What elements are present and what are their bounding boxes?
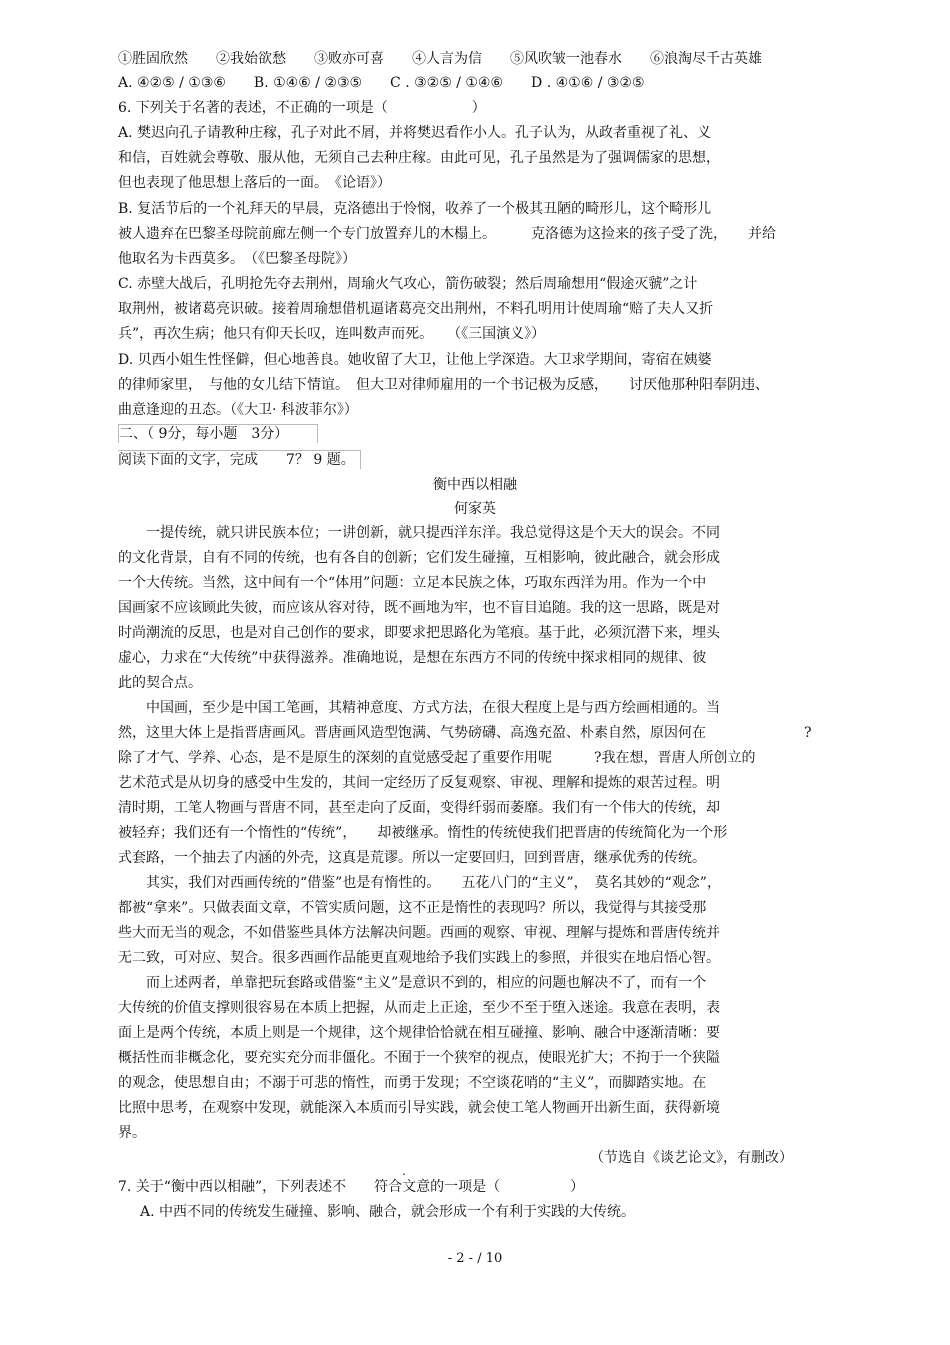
article-line: 中国画，至少是中国工笔画，其精神意度、方式方法，在很大程度上是与西方绘画相通的。当	[118, 700, 720, 716]
article-source: （节选自《谈艺论文》，有删改）	[590, 1150, 793, 1166]
q6-option-d-line-3: 曲意逢迎的丑态。（《大卫· 科波菲尔》）	[118, 402, 358, 418]
article-line: 式套路，一个抽去了内涵的外壳，这真是荒谬。所以一定要回归，回到晋唐，继承优秀的传统。	[118, 850, 706, 866]
q6-stem: 6. 下列关于名著的表述，不正确的一项是（ ）	[118, 100, 486, 116]
q5-options-line: ①胜固欣然 ②我始欲愁 ③败亦可喜 ④人言为信 ⑤风吹皱一池春水 ⑥浪淘尽千古英雄	[118, 51, 762, 67]
article-line: 清时期，工笔人物画与晋唐不同，甚至走向了反面，变得纤弱而萎靡。我们有一个伟大的传统，却	[118, 800, 720, 816]
article-line: 都被“拿来”。只做表面文章，不管实质问题，这不正是惰性的表现吗？所以，我觉得与其接受那	[118, 900, 707, 916]
article-line: 一个大传统。当然，这中间有一个“体用”问题：立足本民族之体，巧取东西洋为用。作为一个中	[118, 575, 707, 591]
article-line: 一提传统，就只讲民族本位；一讲创新，就只提西洋东洋。我总觉得这是个天大的误会。不同	[118, 525, 720, 541]
article-line: 而上述两者，单靠把玩套路或借鉴“主义”是意识不到的，相应的问题也解决不了，而有一个	[118, 975, 707, 991]
article-line: 此的契合点。	[118, 675, 202, 691]
article-line: 比照中思考，在观察中发现，就能深入本质而引导实践，就会使工笔人物画开出新生面，获得新境	[118, 1100, 720, 1116]
article-line: 的观念，使思想自由；不溺于可悲的惰性，而勇于发现；不空谈花哨的“主义”，而脚踏实地。在	[118, 1075, 707, 1091]
q5-answers-line: A. ④②⑤ / ①③⑥ B. ①④⑥ / ②③⑤ C . ③②⑤ / ①④⑥ D . ④①⑥ / ③②⑤	[118, 75, 645, 91]
q7-stem: 7. 关于“衡中西以相融”，下列表述不 符合文意的一项是（ ）	[118, 1179, 585, 1195]
article-line: 然，这里大体上是指晋唐画风。晋唐画风造型饱满、气势磅礴、高逸充盈、朴素自然，原因何在 ?	[118, 725, 812, 741]
q6-option-c-line-3: 兵”，再次生病；他只有仰天长叹，连叫数声而死。 （《三国演义》）	[118, 326, 546, 342]
page-number: - 2 - / 10	[447, 1251, 503, 1266]
article-line: 界。	[118, 1125, 146, 1141]
q6-option-b-line-1: B. 复活节后的一个礼拜天的早晨，克洛德出于怜悯，收养了一个极其丑陋的畸形儿，这个畸形儿	[118, 201, 712, 217]
article-line: 概括性而非概念化，要充实充分而非僵化。不囿于一个狭窄的视点，使眼光扩大；不拘于一个狭隘	[118, 1050, 720, 1066]
article-line: 被轻弃；我们还有一个惰性的“传统”， 却被继承。惰性的传统使我们把晋唐的传统简化为一个形	[118, 825, 728, 841]
article-title: 衡中西以相融	[433, 477, 517, 493]
q6-option-d-line-1: D. 贝西小姐生性怪僻，但心地善良。她收留了大卫，让他上学深造。大卫求学期间，寄宿在姨婆	[118, 352, 712, 368]
article-line: 除了才气、学养、心态，是不是原生的深刻的直觉感受起了重要作用呢 ?我在想，晋唐人所创立的	[118, 750, 756, 766]
emphasis-dot: .	[402, 1164, 406, 1178]
section-2-instruction: 阅读下面的文字，完成 7？ 9 题。	[118, 450, 361, 469]
q6-option-a-line-3: 但也表现了他思想上落后的一面。 《论语》）	[118, 175, 391, 191]
q6-option-c-line-1: C. 赤壁大战后，孔明抢先夺去荆州，周瑜火气攻心，箭伤破裂；然后周瑜想用“假途灭虢”之计	[118, 276, 698, 292]
q6-option-d-line-2: 的律师家里， 与他的女儿结下情谊。 但大卫对律师雇用的一个书记极为反感， 讨厌他那种阳奉阴违、	[118, 377, 769, 393]
article-line: 些大而无当的观念，不如借鉴些具体方法解决问题。西画的观察、审视、理解与提炼和晋唐传统并	[118, 925, 720, 941]
article-line: 的文化背景，自有不同的传统，也有各自的创新；它们发生碰撞，互相影响，彼此融合，就会形成	[118, 550, 720, 566]
article-line: 时尚潮流的反思，也是对自己创作的要求，即要求把思路化为笔痕。基于此，必须沉潜下来，埋头	[118, 625, 720, 641]
q6-option-b-line-3: 他取名为卡西莫多。 （《巴黎圣母院》）	[118, 251, 356, 267]
article-line: 其实，我们对西画传统的“借鉴”也是有惰性的。 五花八门的“主义”， 莫名其妙的“观念”，	[118, 875, 721, 891]
article-line: 虚心，力求在“大传统”中获得滋养。准确地说，是想在东西方不同的传统中探求相同的规律、彼	[118, 650, 707, 666]
article-line: 大传统的价值支撑则很容易在本质上把握，从而走上正途，至少不至于堕入迷途。我意在表明，表	[118, 1000, 720, 1016]
q6-option-b-line-2: 被人遗弃在巴黎圣母院前廊左侧一个专门放置弃儿的木榻上。 克洛德为这捡来的孩子受了洗， 并给	[118, 226, 776, 242]
article-line: 艺术范式是从切身的感受中生发的，其间一定经历了反复观察、审视、理解和提炼的艰苦过程。明	[118, 775, 720, 791]
q6-option-c-line-2: 取荆州，被诸葛亮识破。接着周瑜想借机逼诸葛亮交出荆州，不料孔明用计使周瑜“赔了夫人又折	[118, 301, 714, 317]
article-line: 国画家不应该顾此失彼，而应该从容对待，既不画地为牢，也不盲目追随。我的这一思路，既是对	[118, 600, 720, 616]
section-2-heading: 二、（ 9分，每小题 3分）	[118, 424, 318, 443]
article-line: 无二致，可对应、契合。很多西画作品能更直观地给予我们实践上的参照，并很实在地启悟心智。	[118, 950, 720, 966]
article-author: 何家英	[454, 501, 496, 517]
q6-option-a-line-1: A. 樊迟向孔子请教种庄稼，孔子对此不屑，并将樊迟看作小人。孔子认为，从政者重视了礼、义	[118, 125, 712, 141]
q6-option-a-line-2: 和信，百姓就会尊敬、服从他，无须自己去种庄稼。由此可见，孔子虽然是为了强调儒家的思想，	[118, 150, 720, 166]
q7-option-a: A. 中西不同的传统发生碰撞、影响、融合，就会形成一个有利于实践的大传统。	[140, 1204, 636, 1220]
article-line: 面上是两个传统，本质上则是一个规律，这个规律恰恰就在相互碰撞、影响、融合中逐渐清晰：要	[118, 1025, 720, 1041]
